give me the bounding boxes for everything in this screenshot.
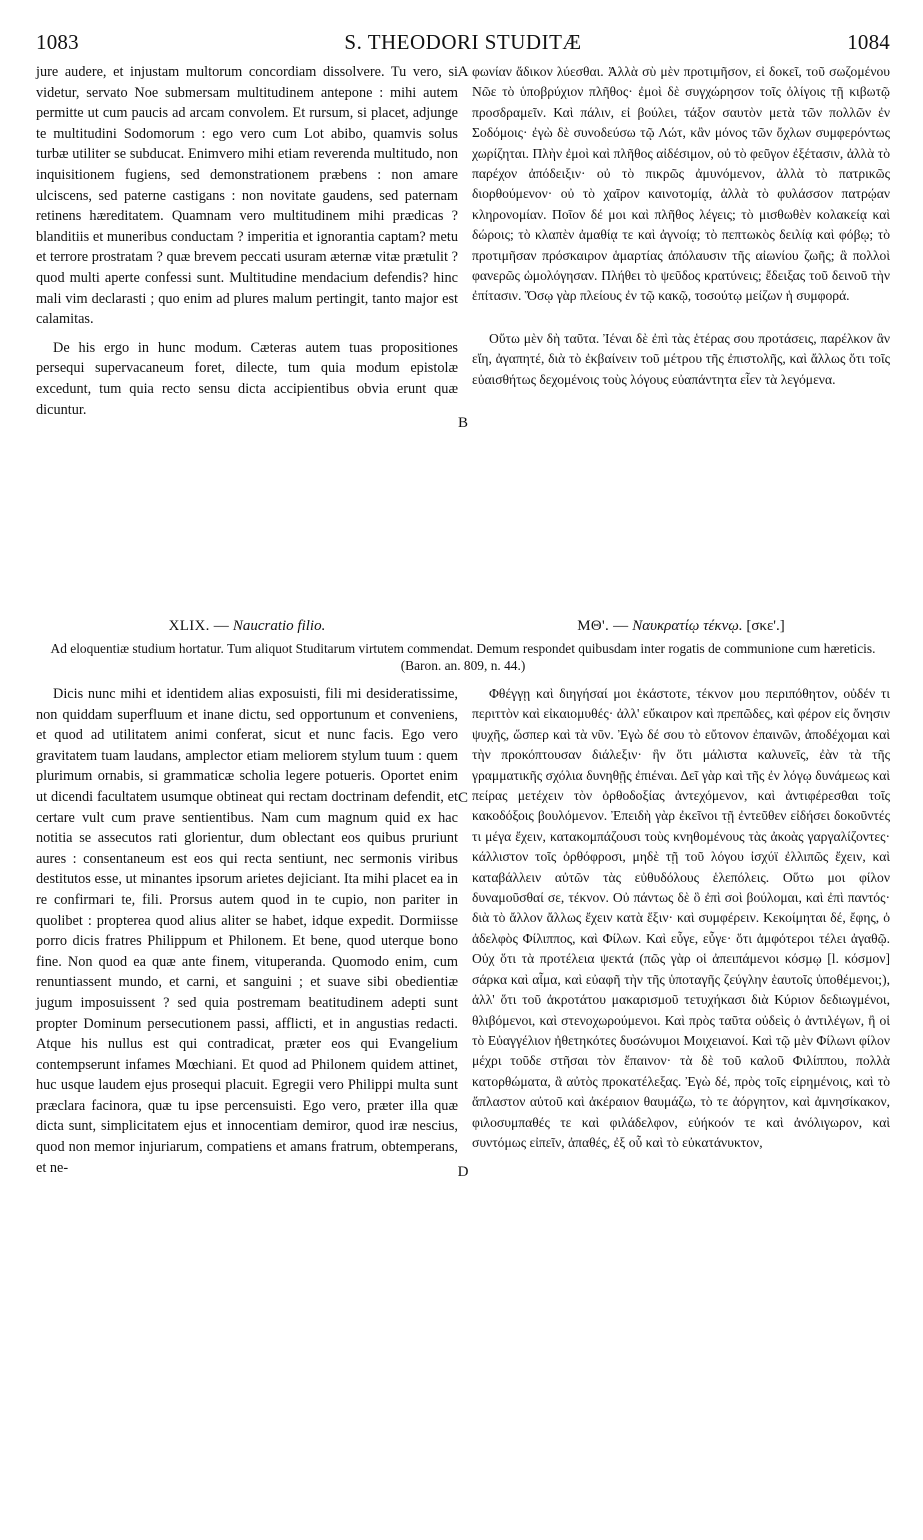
greek-paragraph: Οὕτω μὲν δὴ ταῦτα. Ἰέναι δὲ ἐπὶ τὰς ἑτέρας σου προτάσεις, παρέλκον ἂν εἴη, ἀγαπητέ, διὰ τὸ ἐκβαίνειν τοῦ μέτρου τῆς ἐπιστολῆς, καὶ ἄλλως ὅτι τοῖς εὐαισθήτως δεχομένοις τοὺς λόγους εὐαπάντητα εἶεν τὰ λεγόμενα. — [472, 330, 890, 387]
greek-paragraph: Φθέγγῃ καὶ διηγήσαί μοι ἑκάστοτε, τέκνον μου περιπόθητον, οὐδέν τι περιττὸν καὶ εἰκαιομυθές· ἀλλ' εὔκαιρον καὶ πρεπῶδες, καὶ φέρον εἰς ὄνησιν ψυχῆς, ὥσπερ καὶ τὰ νῦν. Ἐγὼ δέ σου τὸ εὔτονον ἐπαινῶν, ἀποδέχομαι καὶ τὴν προκόπτουσαν διάλεξιν· ἣν ὅτι μάλιστα καλυνεῖς, ἐὰν τὰ τῆς γραμματικῆς σχόλια δυνηθῇς ἐπιέναι. Δεῖ γὰρ καὶ τῆς ἐν λόγῳ δυνάμεως καὶ πείρας μετέχειν τὸν ὀρθοδοξίας ἀντεχόμενον, καὶ ἀντιφέρεσθαι τοῖς κακοδόξοις βουλόμενον. Ἐπειδὴ γὰρ ἐκεῖνοι τῇ ἐντεῦθεν εἰδήσει δοκοῦντές τι μέγα ἔχειν, κατακομπάζουσι τοὺς κνηθομένους τὰς ἀκοὰς γαργαλίζοντες· κάλλιστον τοῖς ὀρθόφροσι, μηδὲ τῇ τοῦ λόγου ἰσχύϊ ἐλλιπῶς ἔχειν, καὶ καταβάλλειν αὐτῶν τὰς εὐθυδόλους ἑλεπόλεις. Οὕτω μοι φίλον δυναμοῦσθαί σε, τέκνον. Οὐ πάντως δὲ ὃ ἐπὶ σοὶ βούλομαι, καὶ ἐπὶ παντός· διὰ τὸ ἄλλον ἄλλως ἔχειν κατὰ ἕξιν· καὶ συμφέρειν. Κεκοίμηται δέ, ἔφης, ὁ ἀδελφὸς Φίλιππος, καὶ Φίλων. Καὶ εὖγε, εὖγε· ὅτι ἀμφότεροι τέλει ἀγαθῷ. Οὐχ ὅτι τὰ προτέλεια ψεκτά (πῶς γὰρ οἱ ἀπειπάμενοι κόσμῳ [l. κόσμον] σάρκα καὶ αἷμα, καὶ εὐαφῆ τὴν τῆς ὑποταγῆς ζεύγλην ἑαυτοῖς ὑποθέμενοι;), ἀλλ' ὅτι τοῦ ἀκροτάτου μακαρισμοῦ τετυχήκασι διὰ Κύριον δεδιωγμένοι, θλιβόμενοι, καὶ στενοχωρούμενοι. Καὶ πρὸς ταῦτα οὐδεὶς ὁ ἀντιλέγων, ἢ οἱ τὸ Εὐαγγέλιον ἠθετηκότες δυσώνυμοι Μοιχειανοί. Καὶ τῷ μὲν Φίλωνι φίλον μέχρι τοῦδε στῆσαι τὸν ἔπαινον· τὰ δὲ τοῦ καλοῦ Φιλίππου, πολλὰ κατορθώματα, ἃ αὐτὸς προκατέλεξας. Ἐγὼ δέ, πρὸς τοῖς εἰρημένοις, καὶ τὸ ἄπλαστον αὐτοῦ καὶ ἀκέραιον θαυμάζω, τὸ τε ἀόργητον, καὶ ἀμνησίκακον, φιλοσυμπαθές τε καὶ φιλάδελφον, εὐήκοόν τε καὶ ἀνόλιγωρον, καὶ συντόμως εἰπεῖν, ἀπαθές, ἐξ οὗ καὶ τὸ εὐκατάνυκτον, — [472, 686, 890, 1150]
page-number-left: 1083 — [36, 30, 79, 54]
greek-column-bottom — [472, 684, 890, 1153]
latin-column-bottom — [36, 684, 458, 1178]
page-header — [36, 30, 890, 56]
latin-paragraph: Dicis nunc mihi et identidem alias exposuisti, fili mi desideratissime, non quiddam superfluum et inane dictu, sed opportunum et conveniens, et quod ad utilitatem animi conferat, sicut et nunc facis. Ego vero gravitatem tuam laudans, amplector etiam meliorem stylum tuum : quem plurimum ornabis, si grammaticæ scholia legere potueris. Oportet enim ut dicendi facultatem usumque obtineat qui rectam doctrinam defendit, et certare vult cum prave sentientibus. Nam cum magnum quid ex hac notitia se assecutos rati glorientur, dum oblectant eos quibus pruriunt aures : consentaneum est eos qui recta sentiunt, nec sermonis viribus destitutos esse, ut minantes ipsorum arietes dejiciant. Ita mihi placet ea in re confirmari te, fili. Prorsus autem quod in te cupio, non pariter in quolibet : propterea quod alius aliter se habet, idque expedit. Dormiisse porro dicis fratres Philippum et Philonem. Et bene, quod uterque bono fine. Non quod ea quæ ante finem, vituperanda. Quomodo enim, cum renuntiassent mundo, et carni, et sanguini ; et suave sibi obedientiæ jugum imposuissent ? sed quia postremam beatitudinem adepti sunt propter Dominum persecutionem passi, afflicti, et in angustias redacti. Atque his nullus est qui contradicat, præter eos qui Evangelium contempserunt infames Mœchiani. Et quod ad Philonem quidem attinet, huc usque laudem ejus prosequi placuit. Egregii vero Philippi multa sunt præclara facinora, quæ tu ipse percensuisti. Ego vero, præter illa quæ dicta sunt, simplicitatem ejus et innocentiam demiror, quod iræ nescius, quod non memor injuriarum, compatiens et amans fratrum, obtemperans, et ne- — [36, 686, 458, 1176]
letter-heading-greek — [472, 618, 890, 635]
letter-number-greek: ΜΘ'. — — [577, 618, 629, 634]
letter-number-latin: XLIX. — — [168, 618, 230, 634]
letter-title-greek: Ναυκρατίῳ τέκνῳ. — [632, 618, 743, 634]
running-title: S. THEODORI STUDITÆ — [344, 30, 582, 54]
letter-title-latin: Naucratio filio. — [232, 618, 326, 634]
greek-paragraph: φωνίαν ἄδικον λύεσθαι. Ἀλλὰ σὺ μὲν προτιμῆσον, εἰ δοκεῖ, τοῦ σωζομένου Νῶε τὸ ὑποβρύχιον πλῆθος· ἐμοὶ δὲ συγχώρησον τοῖς ὀλίγοις τῇ κιβωτῷ προσδραμεῖν. Καὶ πάλιν, εἰ βούλει, τάξον σαυτὸν μετὰ τῶν πολλῶν ἐν Σοδόμοις· ἐγὼ δὲ συνοδεύσω τῷ Λώτ, κἂν μόνος τῶν ὄχλων συμφερόντως χωρίζηται. Πλὴν ἐμοὶ καὶ πλῆθος αἰδέσιμον, οὐ τὸ φεῦγον ἐξέτασιν, ἀλλὰ τὸ παρέχον ἀπόδειξιν· οὐ τὸ πικρῶς ἀμυνόμενον, ἀλλὰ τὸ πατρικῶς διορθούμενον· οὐ τὸ χαῖρον καινοτομίᾳ, ἀλλὰ τὸ φυλάσσον πατρῴαν κληρονομίαν. Ποῖον δέ μοι καὶ πλῆθος λέγεις; τὸ μισθωθὲν κολακείᾳ καὶ δώροις; τὸ κλαπὲν ἀμαθίᾳ τε καὶ ἀγνοίᾳ; τὸ πεπτωκὸς δειλίᾳ καὶ φόβῳ; τὸ προτιμῆσαν πρόσκαιρον ἁμαρτίας ἀπόλαυσιν τῆς αἰωνίου ζωῆς; ἃ πολλοὶ φανερῶς ὡμολόγησαν. Πλήθει τὸ ψεῦδος κρατύνεις; ἔδειξας τοῦ δεινοῦ τὴν ἐπίτασιν. Ὅσῳ γὰρ πλείους ἐν τῷ κακῷ, τοσούτῳ μείζων ἡ συμφορά. — [472, 64, 890, 304]
margin-letter-c: C — [457, 790, 468, 806]
margin-letter-b: B — [457, 415, 468, 431]
letter-summary: Ad eloquentiæ studium hortatur. Tum aliquot Studitarum virtutem commendat. Demum respondet quibusdam inter rogatis de communione cum hæreticis. (Baron. an. 809, n. 44.) — [50, 641, 876, 673]
letter-note-greek: [σκε'.] — [746, 618, 785, 634]
page-number-right: 1084 — [847, 30, 890, 54]
letter-heading-latin — [36, 618, 458, 635]
margin-letter-a: A — [457, 64, 469, 80]
latin-column-top — [36, 62, 458, 420]
latin-paragraph: jure audere, et injustam multorum concordiam dissolvere. Tu vero, si videtur, servato Noe submersam multitudinem antepone : mihi autem permitte ut cum paucis ad arcam convolem. Et rursum, si placet, adjunge te multitudini Sodomorum : ego vero cum Lot abibo, quamvis solus turbæ utiliter se subducat. Enimvero mihi etiam reverenda multitudo, non inquisitionem fugiens, sed demonstrationem præbens : non amare ulciscens, sed paterne castigans : non novitate gaudens, sed paternam retinens hæreditatem. Quamnam vero multitudinem mihi prædicas ? blanditiis et muneribus conductam ? imperitia et ignorantia captam? metu et terrore prostratam ? quæ brevem peccati usuram æternæ vitæ prætulit ? quod multi aperte confessi sunt. Multitudine mendacium defendis? hinc mali vim declarasti ; quo enim ad plures malum pertingit, tanto major est calamitas. — [36, 64, 458, 328]
greek-column-top — [472, 62, 890, 390]
latin-paragraph: De his ergo in hunc modum. Cæteras autem tuas propositiones persequi supervacaneum foret, dilecte, tum quia modum epistolæ excedunt, tum quia recto sensu dicta accipientibus obvia erunt quæ dicuntur. — [36, 339, 458, 418]
margin-letter-d: D — [457, 1164, 469, 1180]
